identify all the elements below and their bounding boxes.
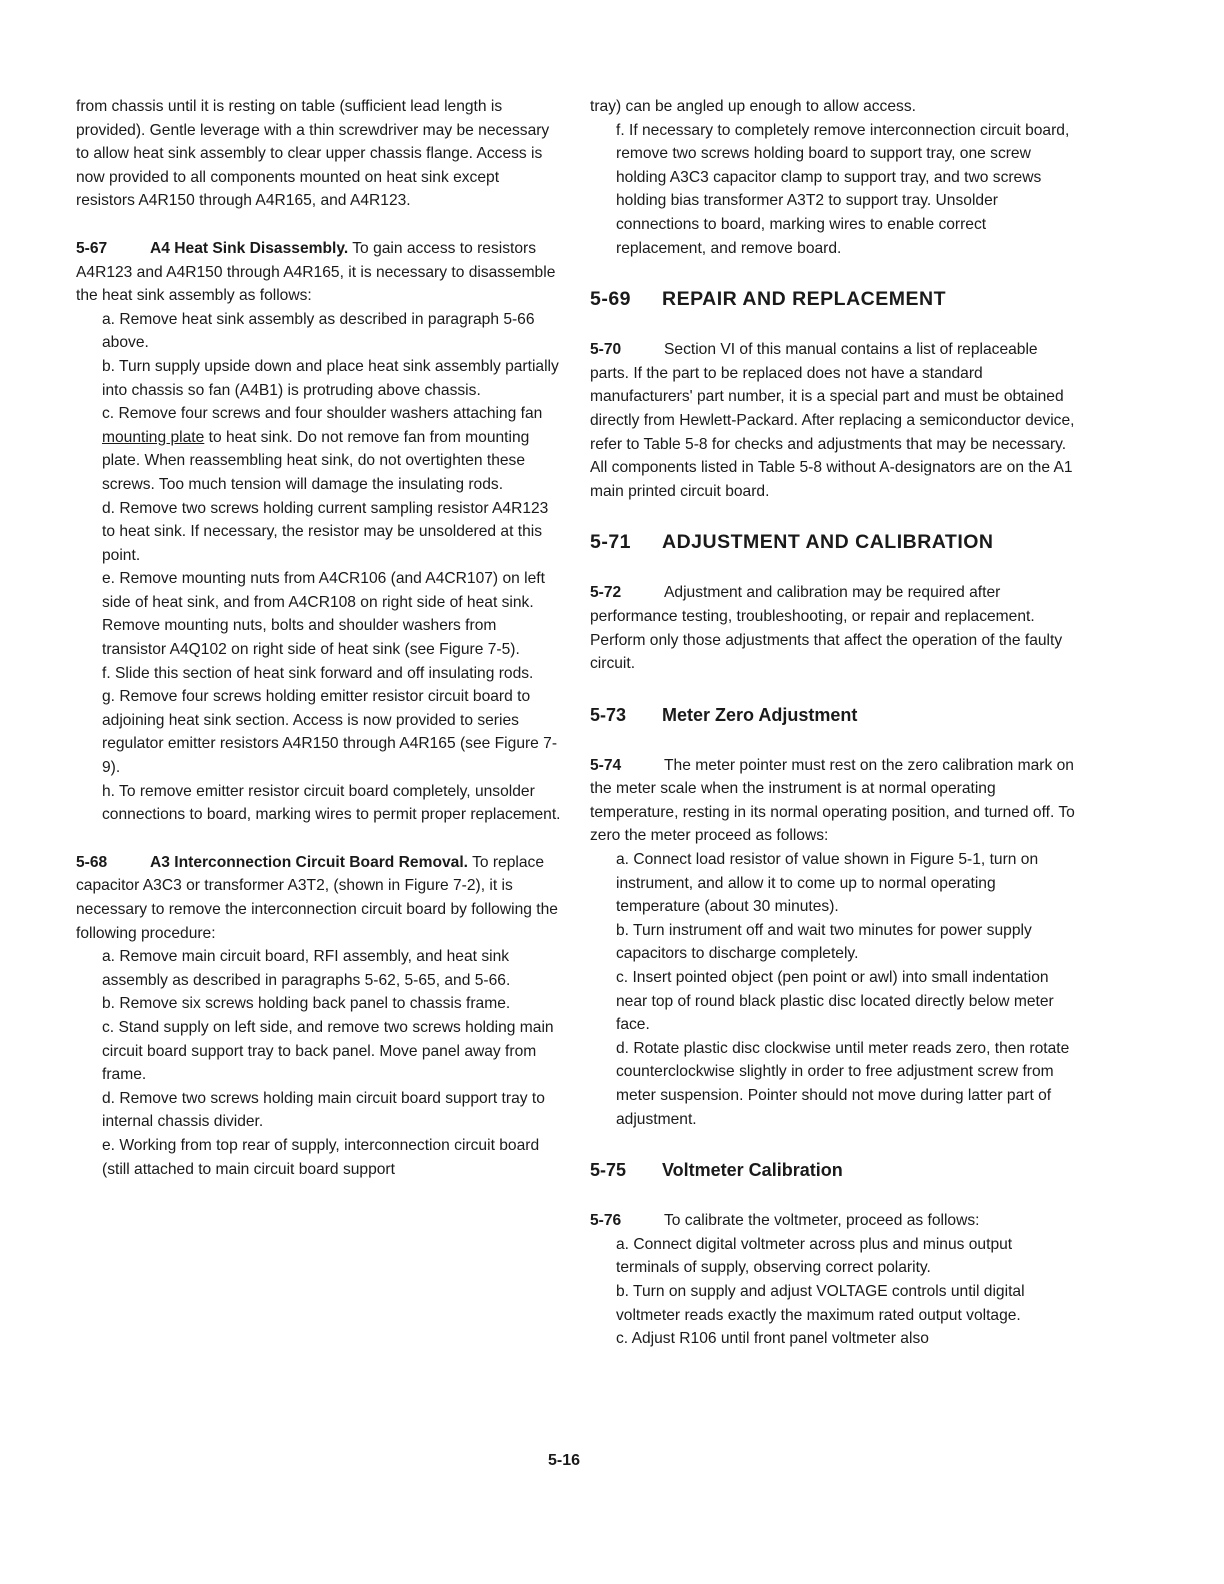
step-c	[76, 402, 562, 496]
paragraph-text: Section VI of this manual contains a list of replaceable parts. If the part to be replaced does not have a standard manufacturers' part number, it is a special part and must be obtained directly from Hewlett-Packard. After replacing a semiconductor device, refer to Table 5-8 for checks and adjustments that may be necessary. All components listed in Table 5-8 without A-designators are on the A1 main printed circuit board.	[590, 341, 1075, 500]
paragraph-continuation: from chassis until it is resting on table (sufficient lead length is provided). Gentle leverage with a thin screwdriver may be necessary to allow heat sink assembly to clear upper chassis flange. Access is now provided to all components mounted on heat sink except resistors A4R150 through A4R165, and A4R123.	[76, 98, 550, 210]
step-h: h. To remove emitter resistor circuit board completely, unsolder connections to board, marking wires to permit proper replacement.	[102, 782, 561, 824]
paragraph-5-67	[76, 237, 562, 308]
step-text: c. Remove four screws and four shoulder washers attaching fan	[102, 405, 543, 423]
underlined-text: mounting plate	[102, 428, 205, 446]
paragraph-5-68	[76, 851, 562, 945]
step-b: b. Remove six screws holding back panel to chassis frame.	[102, 995, 511, 1013]
section-heading-5-71	[590, 529, 1076, 555]
step-a: a. Remove heat sink assembly as described in paragraph 5-66 above.	[102, 310, 535, 352]
step-a: a. Connect load resistor of value shown in Figure 5-1, turn on instrument, and allow it to come up to normal operating temperature (about 30 minutes).	[616, 851, 1039, 916]
step-d: d. Remove two screws holding current sampling resistor A4R123 to heat sink. If necessary, the resistor may be unsoldered at this point.	[102, 499, 549, 564]
step-text: to heat sink. Do not remove fan from mounting plate. When reassembling heat sink, do not overtighten these screws. Too much tension will damage the insulating rods.	[102, 428, 530, 493]
paragraph-continuation: tray) can be angled up enough to allow access.	[590, 98, 916, 115]
step-a: a. Connect digital voltmeter across plus and minus output terminals of supply, observing correct polarity.	[616, 1235, 1013, 1277]
step-g: g. Remove four screws holding emitter resistor circuit board to adjoining heat sink section. Access is now provided to series regulator emitter resistors A4R150 through A4R165 (see Figure 7-9).	[102, 688, 558, 777]
paragraph-title: A3 Interconnection Circuit Board Removal.	[150, 853, 468, 871]
step-b: b. Turn on supply and adjust VOLTAGE controls until digital voltmeter reads exactly the maximum rated output voltage.	[616, 1282, 1025, 1324]
paragraph-text: The meter pointer must rest on the zero calibration mark on the meter scale when the instrument is at normal operating temperature, resting in its normal operating position, and turned off. To zero the meter proceed as follows:	[590, 756, 1075, 845]
step-a: a. Remove main circuit board, RFI assembly, and heat sink assembly as described in paragraphs 5-62, 5-65, and 5-66.	[102, 948, 511, 989]
step-b: b. Turn instrument off and wait two minutes for power supply capacitors to discharge completely.	[616, 921, 1032, 963]
step-f: f. If necessary to completely remove interconnection circuit board, remove two screws holding board to support tray, one screw holding A3C3 capacitor clamp to support tray, and two screws holding bias transformer A3T2 to support tray. Unsolder connections to board, marking wires to enable correct replacement, and remove board.	[616, 121, 1070, 257]
paragraph-text: To replace capacitor A3C3 or transformer A3T2, (shown in Figure 7-2), it is necessary to remove the interconnection circuit board by following the following procedure:	[76, 853, 558, 942]
section-number: 5-75	[590, 1160, 627, 1181]
paragraph-5-76	[590, 1209, 1076, 1233]
step-f: f. Slide this section of heat sink forward and off insulating rods.	[102, 664, 534, 682]
section-title: Voltmeter Calibration	[662, 1160, 843, 1181]
step-e: e. Remove mounting nuts from A4CR106 (and A4CR107) on left side of heat sink, and from A4CR108 on right side of heat sink. Remove mounting nuts, bolts and shoulder washers from transistor A4Q102 on right side of heat sink (see Figure 7-5).	[102, 570, 545, 659]
step-c: c. Adjust R106 until front panel voltmeter also	[616, 1330, 929, 1348]
section-number: 5-71	[590, 531, 632, 554]
step-c: c. Insert pointed object (pen point or awl) into small indentation near top of round black plastic disc located directly below meter face.	[616, 969, 1054, 1034]
subsection-heading-5-73	[590, 702, 1076, 728]
page-number: 5-16	[547, 1452, 581, 1469]
step-d: d. Rotate plastic disc clockwise until meter reads zero, then rotate counterclockwise slightly in order to free adjustment screw from meter suspension. Pointer should not move during latter part of adjustment.	[616, 1039, 1070, 1128]
left-column	[76, 95, 562, 1181]
section-heading-5-69	[590, 286, 1076, 312]
paragraph-title: A4 Heat Sink Disassembly.	[150, 239, 349, 257]
step-d: d. Remove two screws holding main circuit board support tray to internal chassis divider.	[102, 1089, 545, 1131]
step-b: b. Turn supply upside down and place heat sink assembly partially into chassis so fan (A4B1) is protruding above chassis.	[102, 357, 559, 399]
paragraph-number: 5-72	[590, 584, 622, 602]
subsection-heading-5-75	[590, 1157, 1076, 1183]
paragraph-5-74	[590, 754, 1076, 848]
step-e: e. Working from top rear of supply, interconnection circuit board (still attached to main circuit board support	[102, 1136, 540, 1178]
paragraph-5-70	[590, 338, 1076, 503]
paragraph-text: Adjustment and calibration may be required after performance testing, troubleshooting, or repair and replacement. Perform only those adjustments that affect the operation of the faulty circuit.	[590, 584, 1063, 673]
paragraph-number: 5-70	[590, 341, 622, 359]
paragraph-text: To gain access to resistors A4R123 and A4R150 through A4R165, it is necessary to disassemble the heat sink assembly as follows:	[76, 239, 556, 305]
paragraph-number: 5-74	[590, 756, 622, 774]
paragraph-number: 5-68	[76, 853, 108, 871]
section-number: 5-73	[590, 704, 627, 725]
right-column	[590, 95, 1076, 1351]
section-number: 5-69	[590, 288, 632, 311]
paragraph-5-72	[590, 581, 1076, 675]
section-title: Meter Zero Adjustment	[662, 704, 858, 725]
section-title: REPAIR AND REPLACEMENT	[662, 288, 947, 311]
step-c: c. Stand supply on left side, and remove two screws holding main circuit board support tray to back panel. Move panel away from frame.	[102, 1018, 554, 1084]
section-title: ADJUSTMENT AND CALIBRATION	[662, 531, 994, 554]
paragraph-number: 5-67	[76, 239, 108, 257]
paragraph-text: To calibrate the voltmeter, proceed as follows:	[664, 1212, 980, 1230]
paragraph-number: 5-76	[590, 1212, 622, 1230]
